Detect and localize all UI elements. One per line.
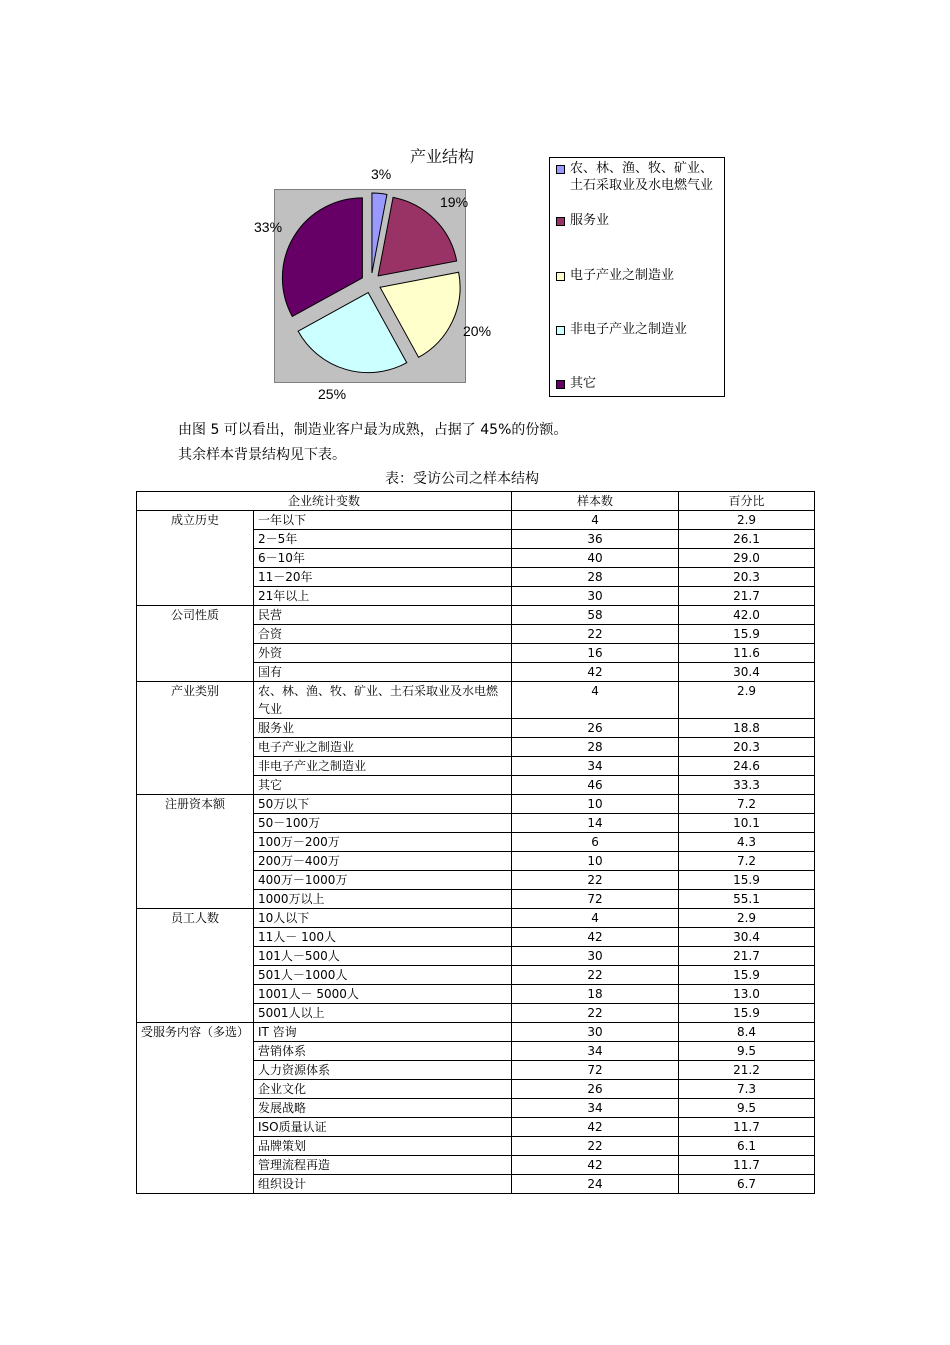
- sample-structure-table: [136, 491, 815, 1194]
- legend-item: [556, 375, 716, 392]
- legend-swatch: [556, 217, 565, 226]
- row-item: 200万－400万: [254, 852, 512, 871]
- slice-label-1: 19%: [440, 194, 469, 210]
- row-percent: 21.7: [679, 947, 815, 966]
- row-count: 34: [512, 1042, 679, 1061]
- row-item: 企业文化: [254, 1080, 512, 1099]
- group-label: 成立历史: [137, 511, 254, 606]
- row-count: 4: [512, 511, 679, 530]
- row-percent: 24.6: [679, 757, 815, 776]
- row-item: 50万以下: [254, 795, 512, 814]
- header-count: 样本数: [512, 492, 679, 511]
- row-percent: 11.7: [679, 1156, 815, 1175]
- row-count: 26: [512, 719, 679, 738]
- row-item: 人力资源体系: [254, 1061, 512, 1080]
- row-item: 组织设计: [254, 1175, 512, 1194]
- legend-item: [556, 267, 716, 284]
- row-item: 营销体系: [254, 1042, 512, 1061]
- table-caption: 表：受访公司之样本结构: [385, 471, 539, 487]
- legend-swatch: [556, 326, 565, 335]
- table-row: [137, 795, 815, 814]
- row-item: 民营: [254, 606, 512, 625]
- row-count: 24: [512, 1175, 679, 1194]
- group-label: 注册资本额: [137, 795, 254, 909]
- row-item: 10人以下: [254, 909, 512, 928]
- row-percent: 9.5: [679, 1042, 815, 1061]
- row-item: 服务业: [254, 719, 512, 738]
- row-count: 22: [512, 871, 679, 890]
- row-count: 4: [512, 909, 679, 928]
- row-item: 11－20年: [254, 568, 512, 587]
- row-percent: 21.7: [679, 587, 815, 606]
- row-percent: 20.3: [679, 738, 815, 757]
- row-count: 42: [512, 663, 679, 682]
- row-count: 22: [512, 1137, 679, 1156]
- row-count: 42: [512, 928, 679, 947]
- row-count: 28: [512, 738, 679, 757]
- row-count: 30: [512, 1023, 679, 1042]
- row-item: 11人－ 100人: [254, 928, 512, 947]
- row-item: 501人－1000人: [254, 966, 512, 985]
- row-count: 22: [512, 625, 679, 644]
- row-percent: 15.9: [679, 1004, 815, 1023]
- row-item: IT 咨询: [254, 1023, 512, 1042]
- legend-label: 电子产业之制造业: [570, 268, 675, 283]
- row-count: 10: [512, 852, 679, 871]
- row-item: 一年以下: [254, 511, 512, 530]
- row-percent: 18.8: [679, 719, 815, 738]
- row-percent: 2.9: [679, 682, 815, 719]
- row-percent: 21.2: [679, 1061, 815, 1080]
- slice-label-0: 3%: [371, 166, 392, 182]
- row-count: 30: [512, 587, 679, 606]
- row-count: 14: [512, 814, 679, 833]
- row-count: 58: [512, 606, 679, 625]
- row-count: 30: [512, 947, 679, 966]
- row-percent: 33.3: [679, 776, 815, 795]
- row-percent: 11.6: [679, 644, 815, 663]
- table-row: [137, 682, 815, 719]
- row-percent: 7.2: [679, 852, 815, 871]
- legend-label: 农、林、渔、牧、矿业、土石采取业及水电燃气业: [570, 161, 714, 193]
- row-percent: 8.4: [679, 1023, 815, 1042]
- legend-label: 其它: [570, 376, 597, 391]
- row-percent: 4.3: [679, 833, 815, 852]
- group-label: 员工人数: [137, 909, 254, 1023]
- row-count: 42: [512, 1156, 679, 1175]
- row-count: 36: [512, 530, 679, 549]
- row-item: 5001人以上: [254, 1004, 512, 1023]
- paragraph-1: 由图 5 可以看出，制造业客户最为成熟，占据了 45%的份额。: [178, 422, 568, 438]
- row-percent: 15.9: [679, 871, 815, 890]
- legend-item: [556, 212, 716, 229]
- row-item: 21年以上: [254, 587, 512, 606]
- table-row: [137, 606, 815, 625]
- row-item: 外资: [254, 644, 512, 663]
- legend-item: [556, 321, 716, 338]
- row-item: 合资: [254, 625, 512, 644]
- row-count: 34: [512, 757, 679, 776]
- pie-slice-4: [282, 198, 362, 317]
- paragraph-2: 其余样本背景结构见下表。: [178, 447, 346, 463]
- row-percent: 10.1: [679, 814, 815, 833]
- row-count: 16: [512, 644, 679, 663]
- row-count: 10: [512, 795, 679, 814]
- legend-swatch: [556, 165, 565, 174]
- slice-label-3: 25%: [318, 386, 347, 402]
- row-percent: 2.9: [679, 909, 815, 928]
- row-percent: 7.3: [679, 1080, 815, 1099]
- pie-chart: [275, 190, 467, 384]
- row-item: ISO质量认证: [254, 1118, 512, 1137]
- row-item: 1000万以上: [254, 890, 512, 909]
- row-percent: 15.9: [679, 625, 815, 644]
- row-count: 28: [512, 568, 679, 587]
- row-item: 发展战略: [254, 1099, 512, 1118]
- row-count: 42: [512, 1118, 679, 1137]
- row-count: 22: [512, 966, 679, 985]
- legend-item: [556, 160, 716, 194]
- row-item: 400万－1000万: [254, 871, 512, 890]
- row-item: 电子产业之制造业: [254, 738, 512, 757]
- legend-swatch: [556, 272, 565, 281]
- row-item: 101人－500人: [254, 947, 512, 966]
- header-variable: 企业统计变数: [137, 492, 512, 511]
- row-percent: 26.1: [679, 530, 815, 549]
- row-percent: 7.2: [679, 795, 815, 814]
- row-item: 品牌策划: [254, 1137, 512, 1156]
- row-count: 18: [512, 985, 679, 1004]
- legend-label: 非电子产业之制造业: [570, 322, 688, 337]
- legend-swatch: [556, 380, 565, 389]
- table-body: [137, 511, 815, 1194]
- row-item: 管理流程再造: [254, 1156, 512, 1175]
- row-percent: 2.9: [679, 511, 815, 530]
- table-row: [137, 511, 815, 530]
- legend-label: 服务业: [570, 213, 610, 228]
- header-percent: 百分比: [679, 492, 815, 511]
- row-count: 72: [512, 1061, 679, 1080]
- row-percent: 13.0: [679, 985, 815, 1004]
- row-percent: 55.1: [679, 890, 815, 909]
- row-percent: 30.4: [679, 663, 815, 682]
- row-percent: 42.0: [679, 606, 815, 625]
- row-count: 22: [512, 1004, 679, 1023]
- row-percent: 9.5: [679, 1099, 815, 1118]
- table-header-row: [137, 492, 815, 511]
- row-item: 国有: [254, 663, 512, 682]
- row-percent: 6.7: [679, 1175, 815, 1194]
- row-count: 34: [512, 1099, 679, 1118]
- row-count: 26: [512, 1080, 679, 1099]
- row-count: 6: [512, 833, 679, 852]
- row-count: 40: [512, 549, 679, 568]
- row-count: 4: [512, 682, 679, 719]
- row-item: 100万－200万: [254, 833, 512, 852]
- table-row: [137, 909, 815, 928]
- table-row: [137, 1023, 815, 1042]
- slice-label-4: 33%: [254, 219, 283, 235]
- row-item: 1001人－ 5000人: [254, 985, 512, 1004]
- slice-label-2: 20%: [463, 323, 492, 339]
- chart-title: 产业结构: [410, 147, 475, 166]
- group-label: 受服务内容（多选）: [137, 1023, 254, 1194]
- row-item: 50－100万: [254, 814, 512, 833]
- pie-plot-area: [274, 189, 469, 383]
- chart-legend: [549, 157, 725, 397]
- group-label: 公司性质: [137, 606, 254, 682]
- row-item: 非电子产业之制造业: [254, 757, 512, 776]
- row-percent: 29.0: [679, 549, 815, 568]
- group-label: 产业类别: [137, 682, 254, 795]
- row-percent: 6.1: [679, 1137, 815, 1156]
- row-percent: 30.4: [679, 928, 815, 947]
- row-count: 72: [512, 890, 679, 909]
- row-item: 农、林、渔、牧、矿业、土石采取业及水电燃气业: [254, 682, 512, 719]
- row-count: 46: [512, 776, 679, 795]
- row-item: 6－10年: [254, 549, 512, 568]
- row-percent: 20.3: [679, 568, 815, 587]
- row-percent: 15.9: [679, 966, 815, 985]
- row-item: 2－5年: [254, 530, 512, 549]
- row-percent: 11.7: [679, 1118, 815, 1137]
- row-item: 其它: [254, 776, 512, 795]
